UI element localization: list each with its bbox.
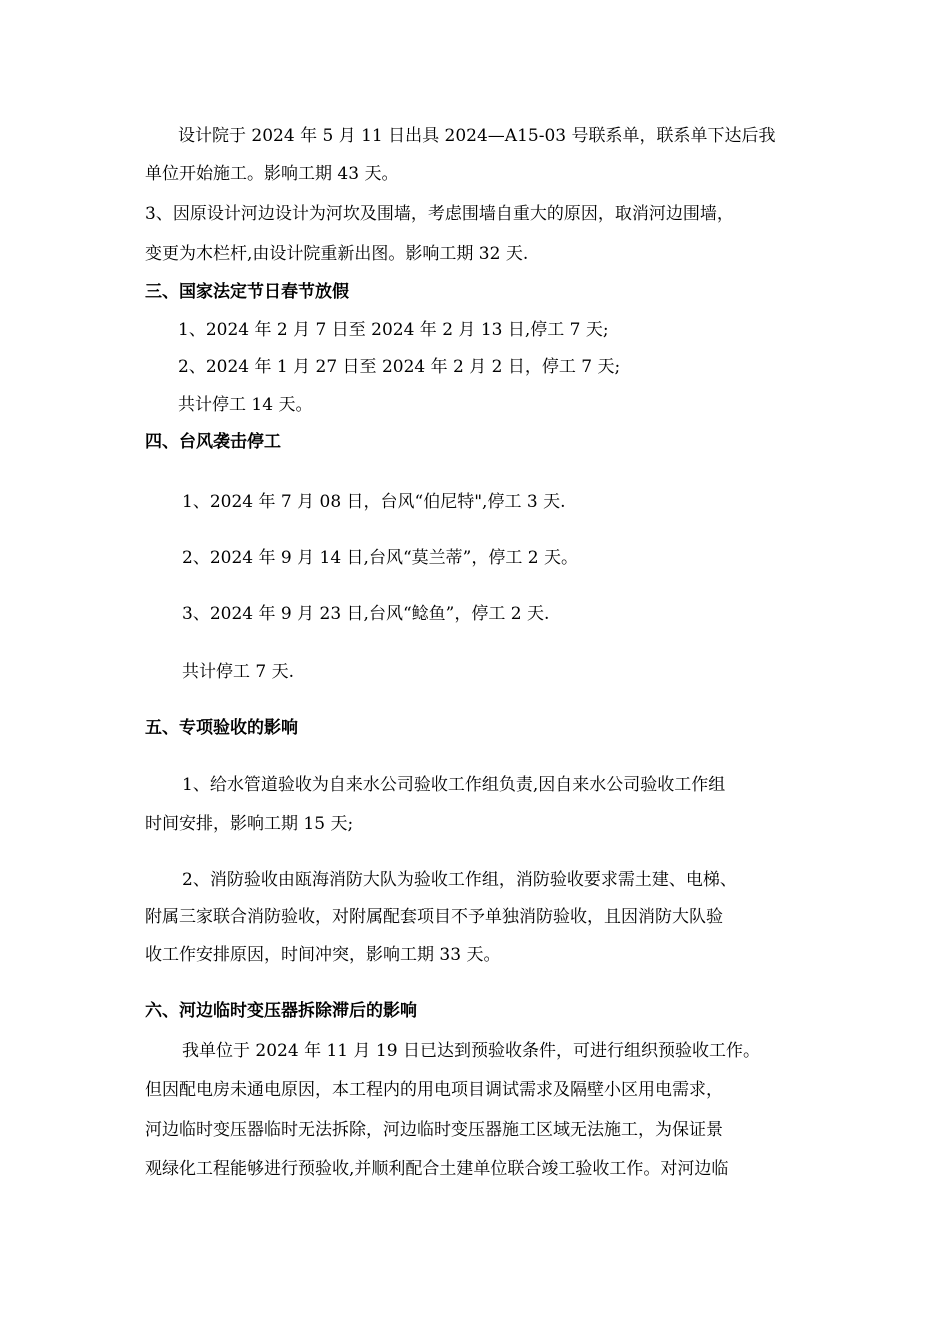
paragraph-line: 观绿化工程能够进行预验收,并顺利配合土建单位联合竣工验收工作。对河边临 bbox=[145, 1159, 729, 1179]
paragraph-line: 3、因原设计河边设计为河坎及围墙，考虑围墙自重大的原因，取消河边围墙， bbox=[145, 204, 734, 224]
paragraph-line: 共计停工 7 天. bbox=[182, 662, 295, 682]
list-item: 2、消防验收由瓯海消防大队为验收工作组，消防验收要求需土建、电梯、 bbox=[182, 870, 737, 890]
section-heading: 六、河边临时变压器拆除滞后的影响 bbox=[145, 1001, 417, 1021]
list-item: 1、给水管道验收为自来水公司验收工作组负责,因自来水公司验收工作组 bbox=[182, 775, 726, 795]
list-item: 1、2024 年 2 月 7 日至 2024 年 2 月 13 日,停工 7 天; bbox=[178, 320, 609, 340]
paragraph-line: 我单位于 2024 年 11 月 19 日已达到预验收条件，可进行组织预验收工作。 bbox=[182, 1041, 760, 1061]
list-item: 3、2024 年 9 月 23 日,台风“鲶鱼”，停工 2 天. bbox=[182, 604, 550, 624]
list-item: 2、2024 年 1 月 27 日至 2024 年 2 月 2 日，停工 7 天; bbox=[178, 357, 621, 377]
section-heading: 三、国家法定节日春节放假 bbox=[145, 282, 349, 302]
paragraph-line: 但因配电房未通电原因，本工程内的用电项目调试需求及隔壁小区用电需求， bbox=[145, 1080, 723, 1100]
paragraph-line: 共计停工 14 天。 bbox=[178, 395, 313, 415]
section-heading: 五、专项验收的影响 bbox=[145, 718, 298, 738]
paragraph-line: 单位开始施工。影响工期 43 天。 bbox=[145, 164, 399, 184]
paragraph-line: 变更为木栏杆,由设计院重新出图。影响工期 32 天. bbox=[145, 244, 529, 264]
paragraph-line: 附属三家联合消防验收，对附属配套项目不予单独消防验收，且因消防大队验 bbox=[145, 907, 723, 927]
paragraph-line: 收工作安排原因，时间冲突，影响工期 33 天。 bbox=[145, 945, 501, 965]
list-item: 1、2024 年 7 月 08 日，台风“伯尼特",停工 3 天. bbox=[182, 492, 566, 512]
section-heading: 四、台风袭击停工 bbox=[145, 432, 281, 452]
paragraph-line: 时间安排，影响工期 15 天; bbox=[145, 814, 354, 834]
paragraph-line: 河边临时变压器临时无法拆除，河边临时变压器施工区域无法施工，为保证景 bbox=[145, 1120, 723, 1140]
paragraph-line: 设计院于 2024 年 5 月 11 日出具 2024—A15-03 号联系单，联系单下达后我 bbox=[178, 126, 776, 146]
list-item: 2、2024 年 9 月 14 日,台风“莫兰蒂”，停工 2 天。 bbox=[182, 548, 578, 568]
